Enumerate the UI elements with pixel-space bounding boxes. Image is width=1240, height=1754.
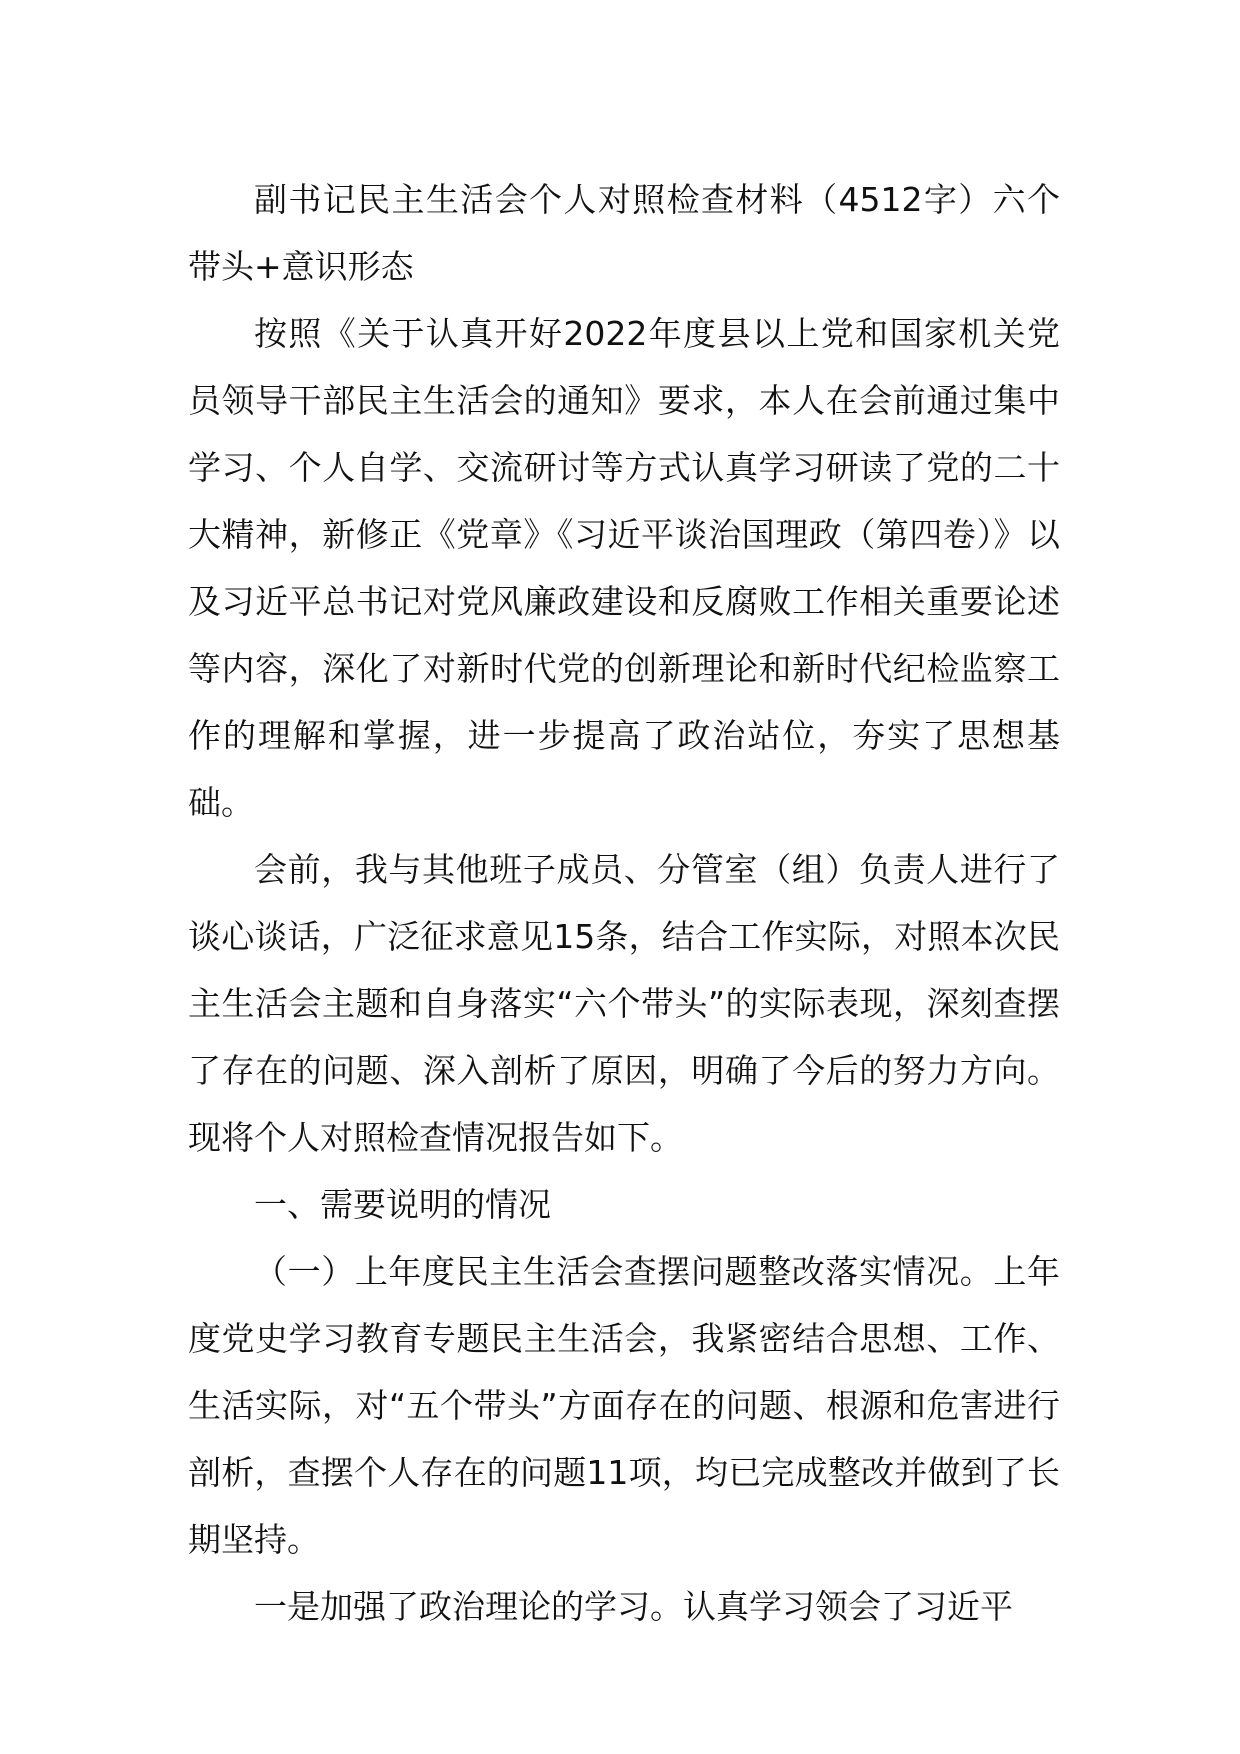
paragraph-first-point: 一是加强了政治理论的学习。认真学习领会了习近平 (254, 1587, 1013, 1626)
section-heading: 一、需要说明的情况 (254, 1185, 551, 1224)
paragraph-preparation: 会前，我与其他班子成员、分管室（组）负责人进行了谈心谈话，广泛征求意见15条，结合工作实际，对照本次民主生活会主题和自身落实“六个带头”的实际表现，深刻查摆了存在的问题、深入剖析了原因，明确了今后的努力方向。现将个人对照检查情况报告如下。 (188, 850, 1060, 1157)
document-title: 副书记民主生活会个人对照检查材料（4512字）六个带头+意识形态 (188, 180, 1060, 286)
document-body (188, 166, 1060, 1726)
paragraph-rectification: （一）上年度民主生活会查摆问题整改落实情况。上年度党史学习教育专题民主生活会，我紧密结合思想、工作、生活实际，对“五个带头”方面存在的问题、根源和危害进行剖析，查摆个人存在的问题11项，均已完成整改并做到了长期坚持。 (188, 1252, 1060, 1559)
paragraph-intro: 按照《关于认真开好2022年度县以上党和国家机关党员领导干部民主生活会的通知》要求，本人在会前通过集中学习、个人自学、交流研讨等方式认真学习研读了党的二十大精神，新修正《党章》《习近平谈治国理政（第四卷）》以及习近平总书记对党风廉政建设和反腐败工作相关重要论述等内容，深化了对新时代党的创新理论和新时代纪检监察工作的理解和掌握，进一步提高了政治站位，夯实了思想基础。 (188, 314, 1060, 822)
